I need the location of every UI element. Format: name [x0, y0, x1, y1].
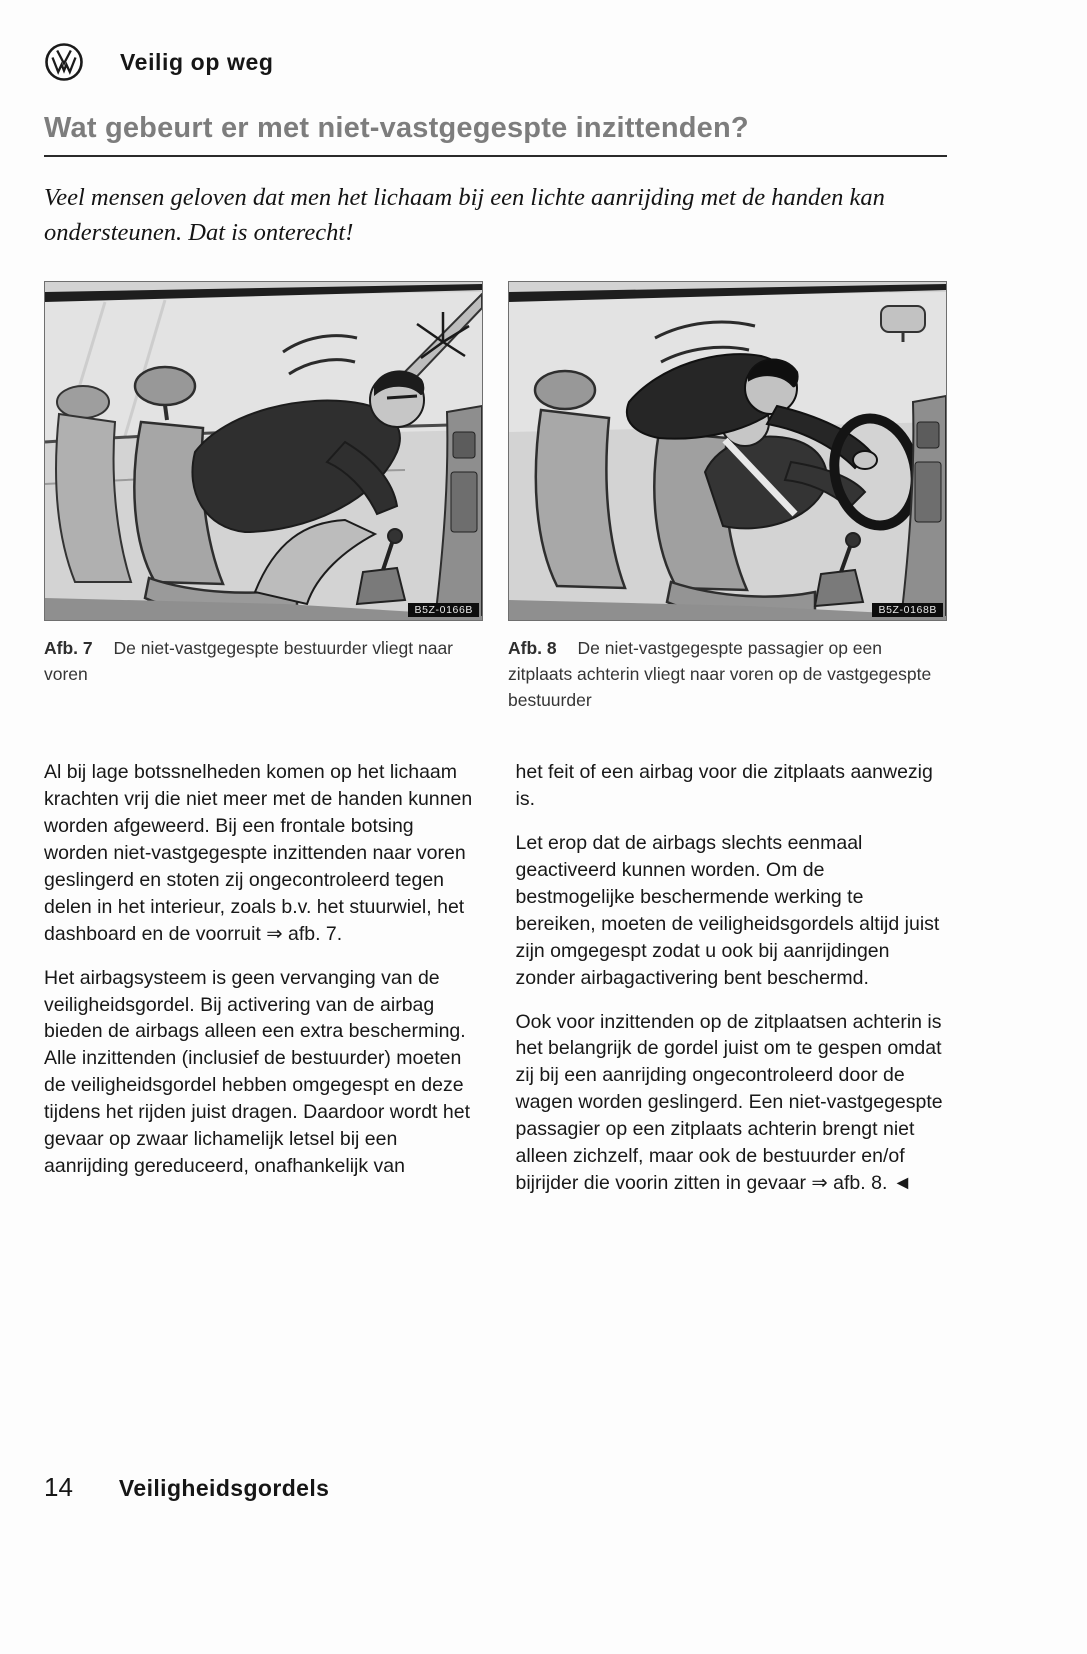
page-header: [44, 42, 947, 82]
page-heading: Wat gebeurt er met niet-vastgegespte inzittenden?: [44, 112, 749, 144]
figure-8-illustration: [509, 282, 946, 620]
paragraph: Het airbagsysteem is geen vervanging van de veiligheidsgordel. Bij activering van de airbag bieden de airbags alleen een extra bescherming. Alle inzittenden (inclusief de bestuurder) moeten de veiligheidsgordel hebben omgegespt en deze tijdens het rijden juist dragen. Daardoor wordt het gevaar op zwaar lichamelijk letsel bij een aanrijding gereduceerd, onafhankelijk van: [44, 966, 470, 1177]
figure-7-code-badge: B5Z-0166B: [408, 603, 479, 617]
figure-8-caption: [508, 635, 947, 714]
figure-row: [44, 281, 947, 714]
figure-8-code-badge: B5Z-0168B: [872, 603, 943, 617]
footer-section-title: Veiligheidsgordels: [118, 1475, 330, 1501]
vw-logo-icon: [44, 42, 84, 82]
figure-8-image: [508, 281, 947, 621]
paragraph: het feit of een airbag voor die zitplaats aanwezig is.: [515, 761, 933, 811]
text-column-right: [516, 759, 948, 1214]
page-number: 14: [44, 1472, 73, 1502]
paragraph: Al bij lage botssnelheden komen op het lichaam krachten vrij die niet meer met de handen kunnen worden afgeweerd. Bij een frontale botsing worden niet-vastgegespte inzittenden naar voren geslingerd en stoten zij ongecontroleerd tegen delen in het interieur, zoals b.v. het stuurwiel, het dashboard en de voorruit ⇒ afb. 7.: [44, 761, 473, 945]
figure-7-illustration: [45, 282, 482, 620]
figure-8-caption-label: Afb. 8: [508, 637, 557, 658]
intro-text: Veel mensen geloven dat men het lichaam bij een lichte aanrijding met de handen kan ondersteunen. Dat is onterecht!: [44, 184, 885, 246]
text-column-left: [44, 759, 476, 1214]
figure-8-caption-text: De niet-vastgegespte passagier op een zitplaats achterin vliegt naar voren op de vastgegespte bestuurder: [508, 637, 932, 711]
heading-rule: [44, 155, 947, 157]
figure-7-caption-label: Afb. 7: [44, 637, 93, 658]
paragraph: Ook voor inzittenden op de zitplaatsen achterin is het belangrijk de gordel juist om te gespen omdat zij bij een aanrijding ongecontroleerd door de wagen worden geslingerd. Een niet-vastgegespte passagier op een zitplaats achterin brengt niet alleen zichzelf, maar ook de bestuurder en/of bijrijder die voorin zitten in gevaar ⇒ afb. 8. ◄: [515, 1010, 943, 1194]
paragraph: Let erop dat de airbags slechts eenmaal geactiveerd kunnen worden. Om de bestmogelijke beschermende werking te bereiken, moeten de veiligheidsgordels altijd juist zijn omgegespt zodat u ook bij aanrijdingen zonder airbagactivering bent beschermd.: [515, 832, 940, 989]
figure-7: [44, 281, 483, 714]
figure-7-caption-text: De niet-vastgegespte bestuurder vliegt naar voren: [44, 637, 454, 684]
brand-title: Veilig op weg: [120, 48, 274, 75]
page-footer: [44, 1472, 329, 1503]
body-text: [44, 759, 947, 1214]
figure-8: [508, 281, 947, 714]
figure-7-caption: [44, 635, 483, 688]
figure-7-image: [44, 281, 483, 621]
